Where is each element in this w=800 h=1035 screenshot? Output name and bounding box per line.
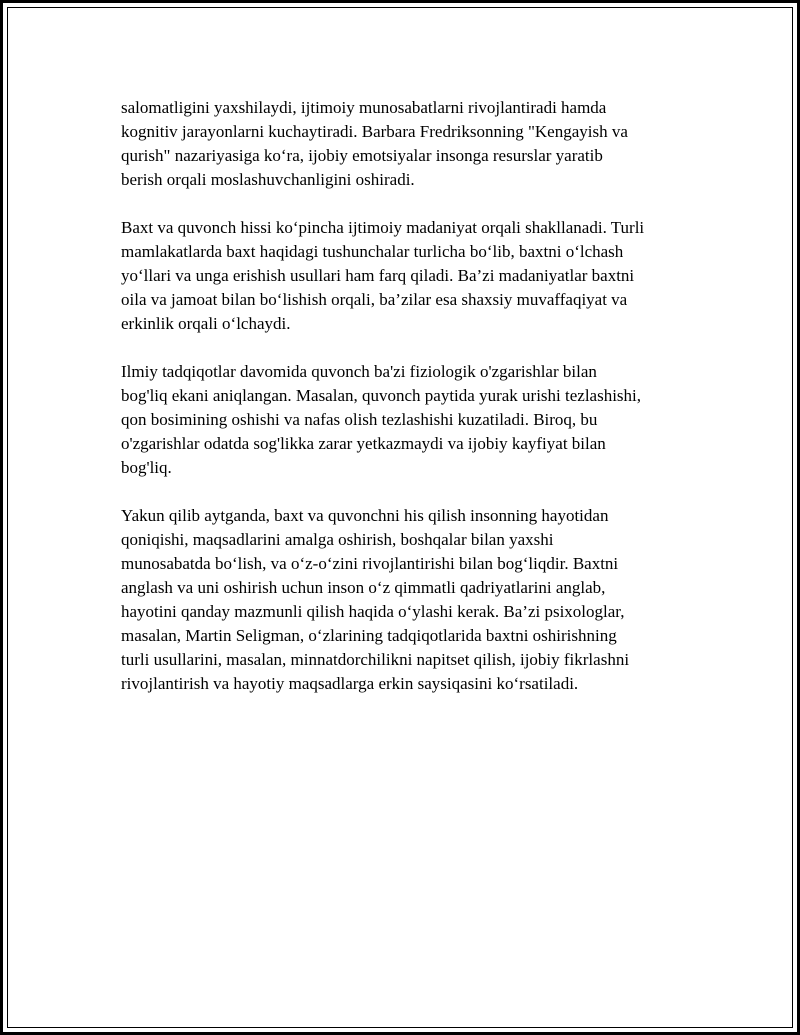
text-line: bog'liq. xyxy=(121,458,172,477)
text-line: munosabatda bo‘lish, va o‘z-o‘zini rivojlantirishi bilan bog‘liqdir. Baxtni xyxy=(121,554,619,573)
text-line: yo‘llari va unga erishish usullari ham farq qiladi. Ba’zi madaniyatlar baxtni xyxy=(121,266,635,285)
document-body xyxy=(121,96,711,720)
text-line: bog'liq ekani aniqlangan. Masalan, quvonch paytida yurak urishi tezlashishi, xyxy=(121,386,642,405)
text-line: salomatligini yaxshilaydi, ijtimoiy munosabatlarni rivojlantiradi hamda xyxy=(121,98,607,117)
paragraph-1 xyxy=(121,96,711,192)
text-line: oila va jamoat bilan bo‘lishish orqali, ba’zilar esa shaxsiy muvaffaqiyat va xyxy=(121,290,628,309)
text-line: Ilmiy tadqiqotlar davomida quvonch ba'zi fiziologik o'zgarishlar bilan xyxy=(121,362,597,381)
paragraph-4 xyxy=(121,504,711,696)
text-line: mamlakatlarda baxt haqidagi tushunchalar turlicha bo‘lib, baxtni o‘lchash xyxy=(121,242,624,261)
paragraph-2 xyxy=(121,216,711,336)
text-line: rivojlantirish va hayotiy maqsadlarga erkin saysiqasini ko‘rsatiladi. xyxy=(121,674,579,693)
text-line: kognitiv jarayonlarni kuchaytiradi. Barbara Fredriksonning "Kengayish va xyxy=(121,122,628,141)
text-line: qurish" nazariyasiga ko‘ra, ijobiy emotsiyalar insonga resurslar yaratib xyxy=(121,146,603,165)
text-line: erkinlik orqali o‘lchaydi. xyxy=(121,314,291,333)
text-line: hayotini qanday mazmunli qilish haqida o‘ylashi kerak. Ba’zi psixologlar, xyxy=(121,602,625,621)
paragraph-3 xyxy=(121,360,711,480)
text-line: anglash va uni oshirish uchun inson o‘z qimmatli qadriyatlarini anglab, xyxy=(121,578,606,597)
text-line: masalan, Martin Seligman, o‘zlarining tadqiqotlarida baxtni oshirishning xyxy=(121,626,617,645)
text-line: o'zgarishlar odatda sog'likka zarar yetkazmaydi va ijobiy kayfiyat bilan xyxy=(121,434,606,453)
text-line: qon bosimining oshishi va nafas olish tezlashishi kuzatiladi. Biroq, bu xyxy=(121,410,598,429)
text-line: Yakun qilib aytganda, baxt va quvonchni his qilish insonning hayotidan xyxy=(121,506,609,525)
text-line: qoniqishi, maqsadlarini amalga oshirish, boshqalar bilan yaxshi xyxy=(121,530,554,549)
text-line: Baxt va quvonch hissi ko‘pincha ijtimoiy madaniyat orqali shakllanadi. Turli xyxy=(121,218,645,237)
text-line: turli usullarini, masalan, minnatdorchilikni napitset qilish, ijobiy fikrlashni xyxy=(121,650,630,669)
text-line: berish orqali moslashuvchanligini oshiradi. xyxy=(121,170,415,189)
